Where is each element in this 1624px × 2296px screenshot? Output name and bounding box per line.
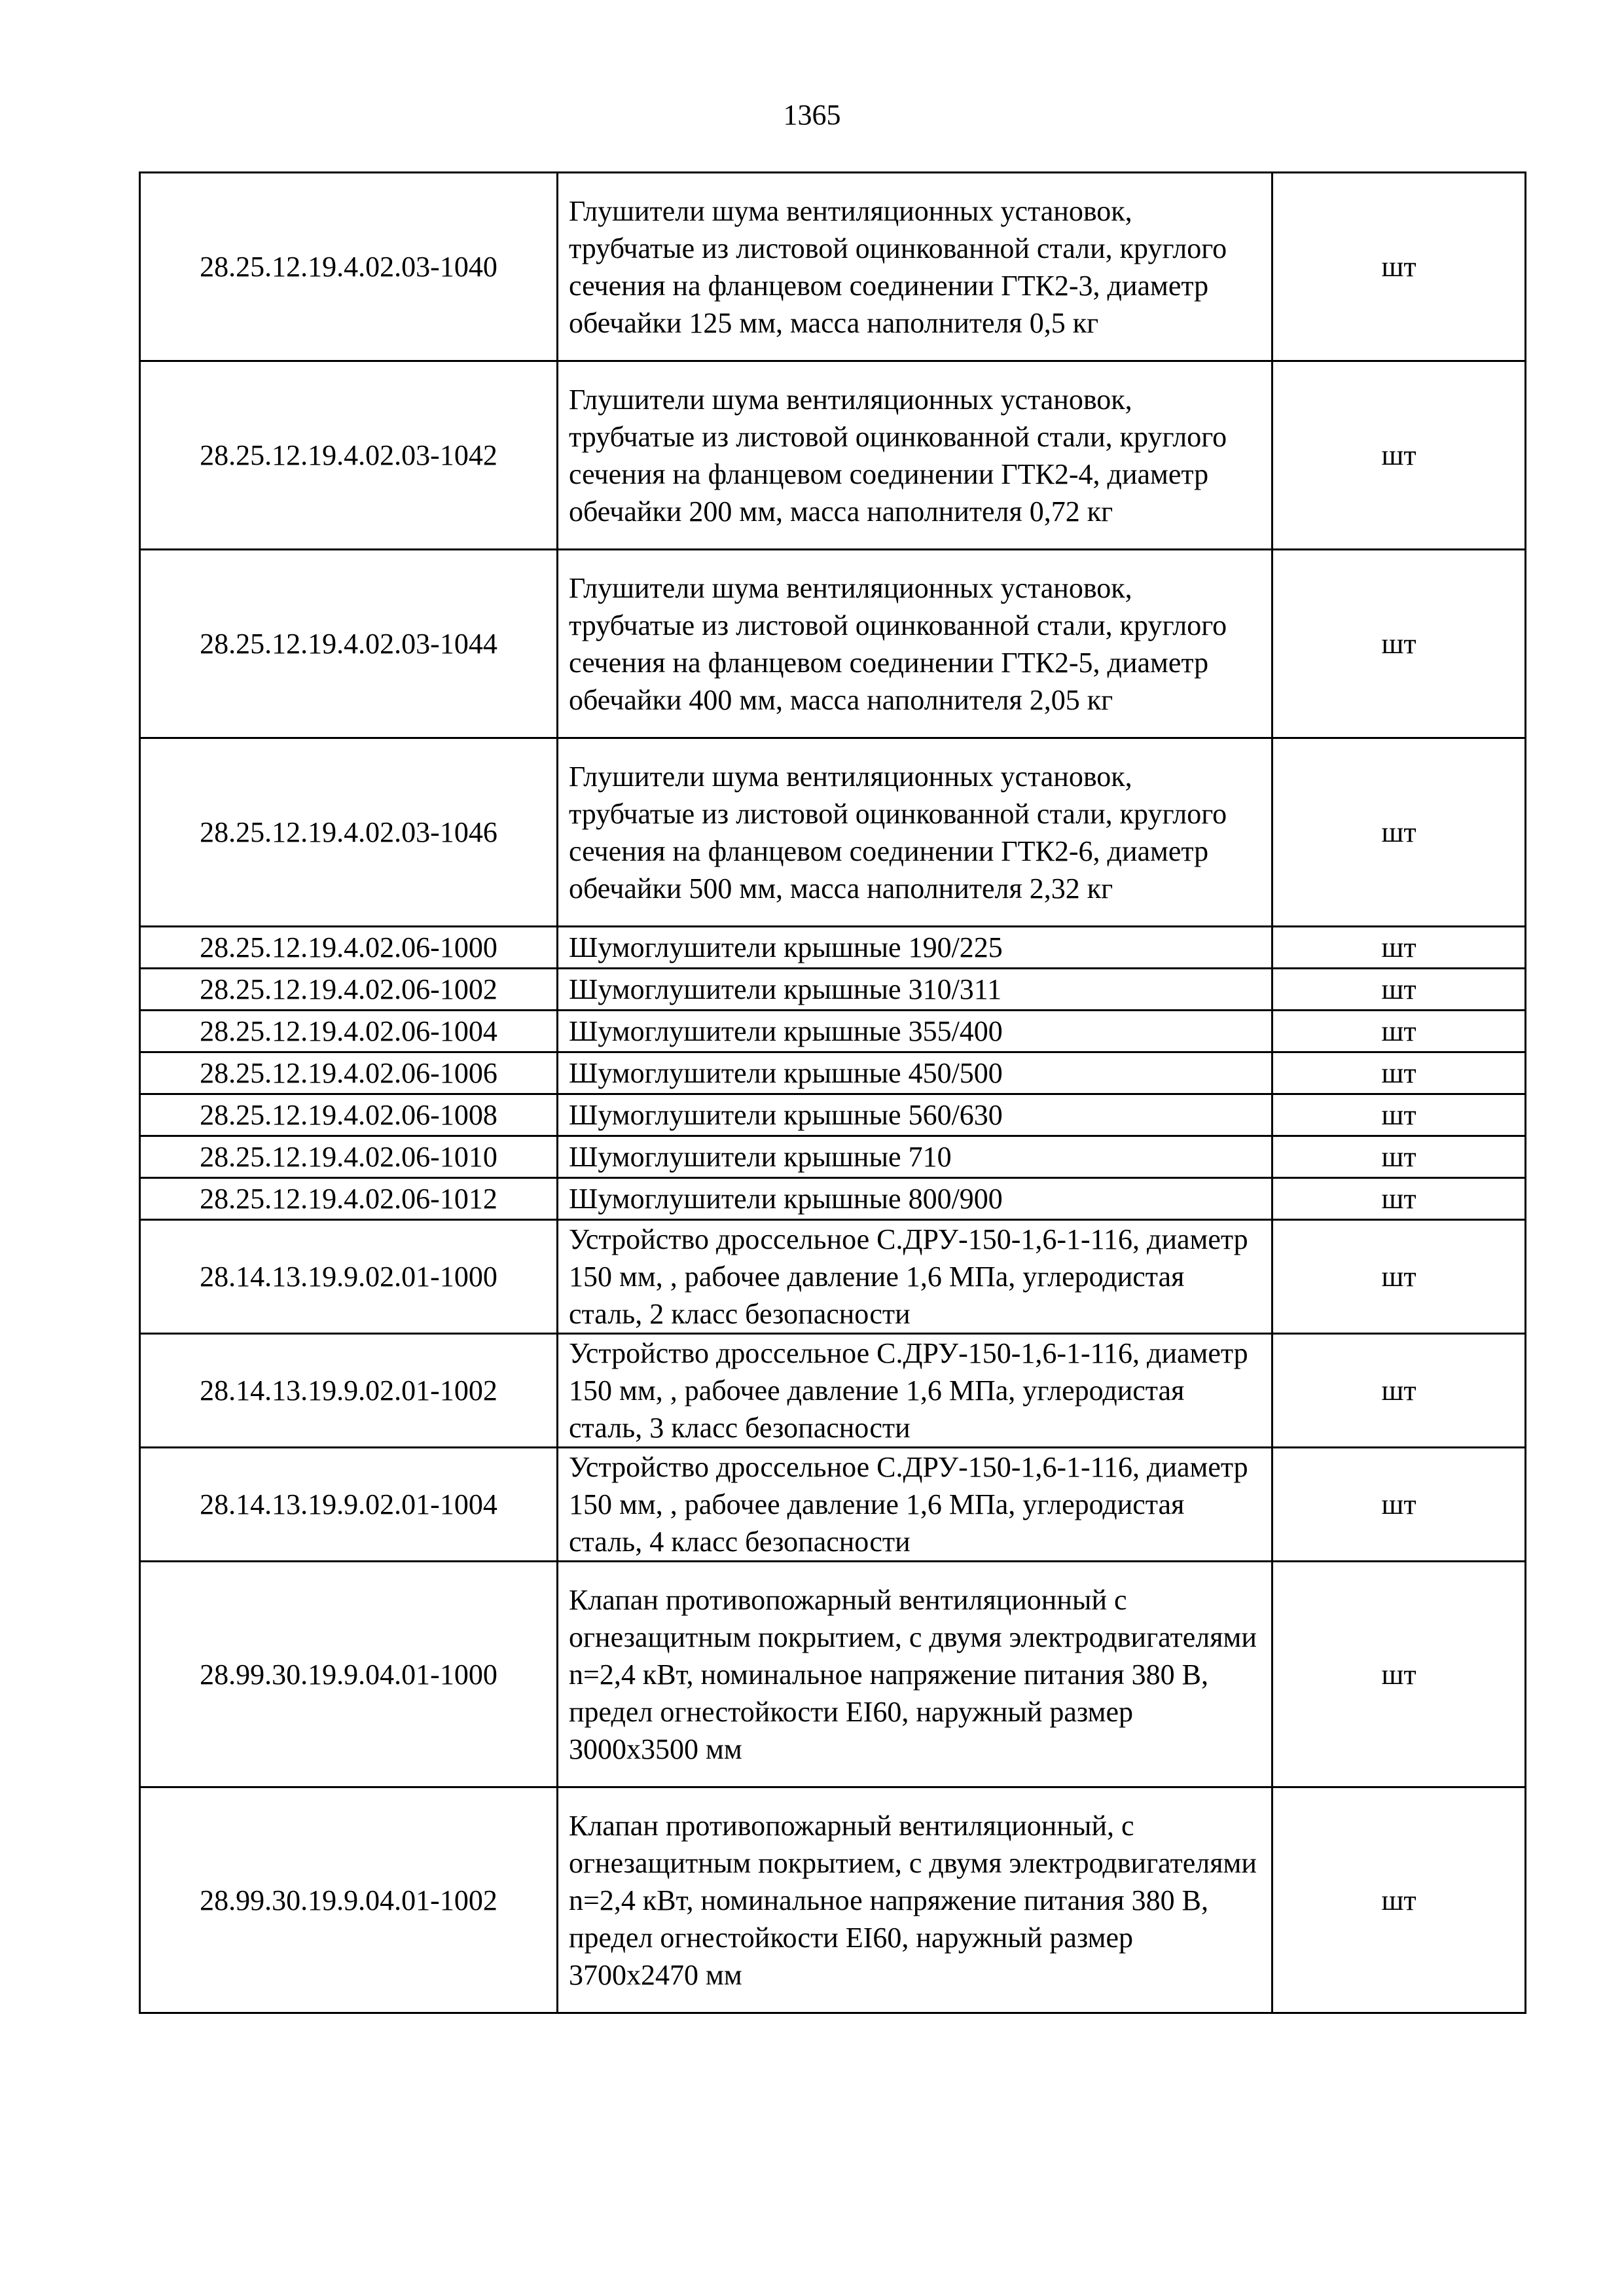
resource-name: Шумоглушители крышные 310/311 — [558, 969, 1272, 1011]
resource-unit: шт — [1272, 1136, 1526, 1178]
table-row — [140, 1136, 1526, 1178]
table-row — [140, 550, 1526, 738]
resource-unit: шт — [1272, 969, 1526, 1011]
table-row — [140, 1094, 1526, 1136]
table-row — [140, 1178, 1526, 1220]
table-row — [140, 1448, 1526, 1562]
resource-name: Глушители шума вентиляционных установок, трубчатые из листовой оцинкованной стали, круглого сечения на фланцевом соединении ГТК2-4, диаметр обечайки 200 мм, масса наполнителя 0,72 кг — [558, 361, 1272, 550]
resource-code: 28.14.13.19.9.02.01-1002 — [140, 1334, 558, 1448]
table-row — [140, 1562, 1526, 1787]
resource-code: 28.25.12.19.4.02.06-1000 — [140, 927, 558, 969]
resource-code: 28.25.12.19.4.02.03-1044 — [140, 550, 558, 738]
table-row — [140, 1052, 1526, 1094]
table-row — [140, 1220, 1526, 1334]
resource-code: 28.25.12.19.4.02.06-1006 — [140, 1052, 558, 1094]
resource-name: Шумоглушители крышные 710 — [558, 1136, 1272, 1178]
resource-name: Глушители шума вентиляционных установок, трубчатые из листовой оцинкованной стали, круглого сечения на фланцевом соединении ГТК2-3, диаметр обечайки 125 мм, масса наполнителя 0,5 кг — [558, 173, 1272, 361]
resource-name: Глушители шума вентиляционных установок, трубчатые из листовой оцинкованной стали, круглого сечения на фланцевом соединении ГТК2-6, диаметр обечайки 500 мм, масса наполнителя 2,32 кг — [558, 738, 1272, 927]
resource-unit: шт — [1272, 1178, 1526, 1220]
resource-code: 28.99.30.19.9.04.01-1000 — [140, 1562, 558, 1787]
resource-unit: шт — [1272, 1220, 1526, 1334]
resource-unit: шт — [1272, 1052, 1526, 1094]
table-row — [140, 361, 1526, 550]
resource-unit: шт — [1272, 1334, 1526, 1448]
resource-code: 28.14.13.19.9.02.01-1000 — [140, 1220, 558, 1334]
resource-code: 28.99.30.19.9.04.01-1002 — [140, 1787, 558, 2013]
resource-name: Устройство дроссельное С.ДРУ-150-1,6-1-116, диаметр 150 мм, , рабочее давление 1,6 МПа, углеродистая сталь, 2 класс безопасности — [558, 1220, 1272, 1334]
resource-code: 28.25.12.19.4.02.03-1042 — [140, 361, 558, 550]
resource-name: Устройство дроссельное С.ДРУ-150-1,6-1-116, диаметр 150 мм, , рабочее давление 1,6 МПа, углеродистая сталь, 4 класс безопасности — [558, 1448, 1272, 1562]
resource-unit: шт — [1272, 1787, 1526, 2013]
table-row — [140, 173, 1526, 361]
resource-unit: шт — [1272, 1011, 1526, 1052]
resource-name: Шумоглушители крышные 355/400 — [558, 1011, 1272, 1052]
resource-unit: шт — [1272, 173, 1526, 361]
resource-code: 28.14.13.19.9.02.01-1004 — [140, 1448, 558, 1562]
resource-unit: шт — [1272, 1448, 1526, 1562]
table-row — [140, 1334, 1526, 1448]
resource-code: 28.25.12.19.4.02.06-1010 — [140, 1136, 558, 1178]
resource-code: 28.25.12.19.4.02.03-1046 — [140, 738, 558, 927]
table-row — [140, 1787, 1526, 2013]
table-row — [140, 1011, 1526, 1052]
resource-unit: шт — [1272, 1562, 1526, 1787]
resource-name: Клапан противопожарный вентиляционный с огнезащитным покрытием, с двумя электродвигателями n=2,4 кВт, номинальное напряжение питания 380 В, предел огнестойкости EI60, наружный размер 3000х3500 мм — [558, 1562, 1272, 1787]
resource-code: 28.25.12.19.4.02.06-1012 — [140, 1178, 558, 1220]
resource-name: Устройство дроссельное С.ДРУ-150-1,6-1-116, диаметр 150 мм, , рабочее давление 1,6 МПа, углеродистая сталь, 3 класс безопасности — [558, 1334, 1272, 1448]
resource-name: Шумоглушители крышные 560/630 — [558, 1094, 1272, 1136]
resource-code: 28.25.12.19.4.02.06-1008 — [140, 1094, 558, 1136]
table-row — [140, 969, 1526, 1011]
resource-unit: шт — [1272, 361, 1526, 550]
resource-name: Глушители шума вентиляционных установок, трубчатые из листовой оцинкованной стали, круглого сечения на фланцевом соединении ГТК2-5, диаметр обечайки 400 мм, масса наполнителя 2,05 кг — [558, 550, 1272, 738]
resource-name: Клапан противопожарный вентиляционный, с огнезащитным покрытием, с двумя электродвигателями n=2,4 кВт, номинальное напряжение питания 380 В, предел огнестойкости EI60, наружный размер 3700х2470 мм — [558, 1787, 1272, 2013]
resource-name: Шумоглушители крышные 800/900 — [558, 1178, 1272, 1220]
resource-name: Шумоглушители крышные 190/225 — [558, 927, 1272, 969]
resource-unit: шт — [1272, 738, 1526, 927]
resource-name: Шумоглушители крышные 450/500 — [558, 1052, 1272, 1094]
page-number: 1365 — [783, 99, 841, 131]
resource-unit: шт — [1272, 550, 1526, 738]
resource-table — [139, 171, 1526, 2014]
table-row — [140, 927, 1526, 969]
resource-code: 28.25.12.19.4.02.03-1040 — [140, 173, 558, 361]
resource-code: 28.25.12.19.4.02.06-1004 — [140, 1011, 558, 1052]
resource-code: 28.25.12.19.4.02.06-1002 — [140, 969, 558, 1011]
resource-unit: шт — [1272, 927, 1526, 969]
resource-unit: шт — [1272, 1094, 1526, 1136]
table-row — [140, 738, 1526, 927]
